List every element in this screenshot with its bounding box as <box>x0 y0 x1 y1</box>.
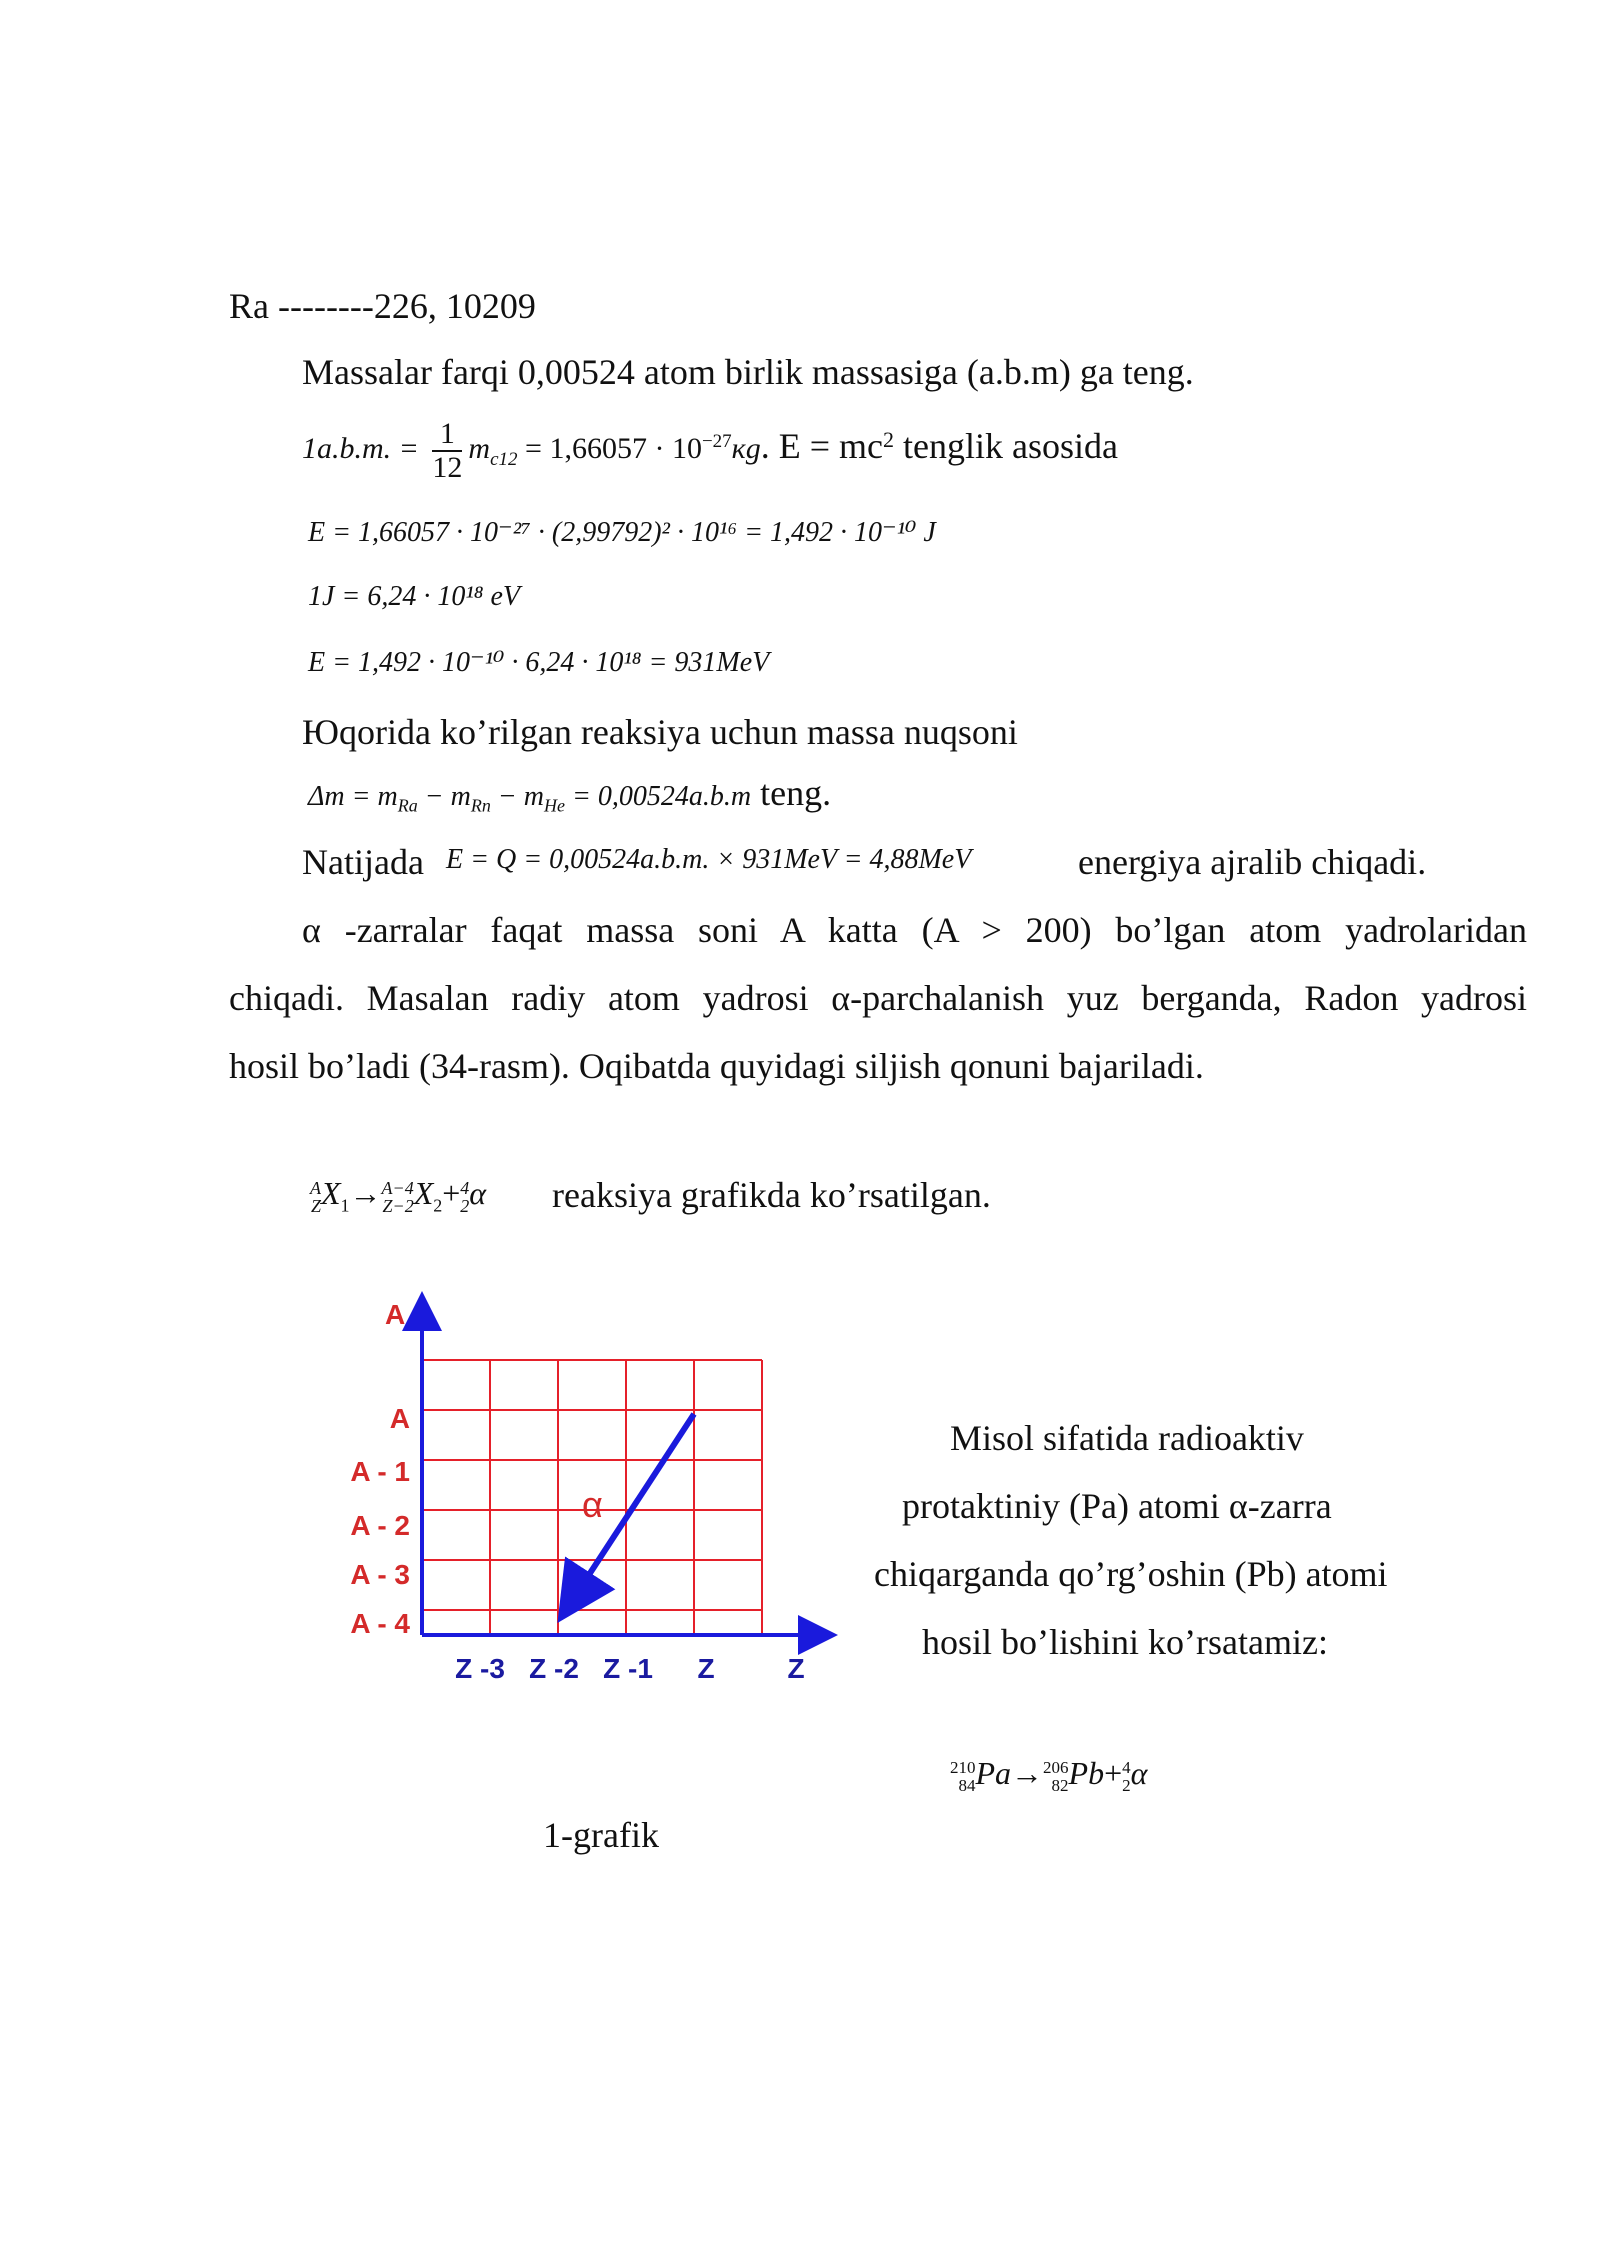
delta-minus-rn: − m <box>417 781 471 812</box>
general-reaction <box>306 1176 486 1222</box>
amu-fraction-numerator: 1 <box>432 418 462 452</box>
pa-scripts <box>950 1759 976 1795</box>
y-label: A - 1 <box>350 1456 410 1487</box>
pa-atomic-number: 84 <box>958 1775 976 1795</box>
reaction-plus: + <box>442 1175 461 1211</box>
x1-scripts <box>310 1179 321 1215</box>
example-reaction <box>950 1756 1147 1795</box>
y-label: A - 4 <box>350 1608 410 1639</box>
mass-defect-intro: Юqorida ko’rilgan reaksiya uchun massa nuqsoni <box>302 712 1018 752</box>
amu-mass-symbol: m <box>468 431 491 465</box>
side-text-line-1: Misol sifatida radioaktiv <box>950 1418 1304 1458</box>
alpha-mass-number: 4 <box>460 1177 470 1198</box>
pb-scripts <box>1043 1759 1069 1795</box>
paragraph-line-3: hosil bo’ladi (34-rasm). Oqibatda quyidagi siljish qonuni bajariladi. <box>229 1046 1204 1086</box>
shift-graph <box>330 1283 850 1703</box>
emc-tail: tenglik asosida <box>894 425 1118 466</box>
natijada-tail: energiya ajralib chiqadi. <box>1078 842 1427 882</box>
y-axis-title: A <box>385 1299 406 1330</box>
x2-atomic-number: Z−2 <box>382 1195 414 1216</box>
pb-mass-number: 206 <box>1043 1757 1069 1777</box>
paragraph-line-1: α -zarralar faqat massa soni A katta (A > 200) bo’lgan atom yadrolaridan <box>302 910 1527 950</box>
alpha-symbol: α <box>469 1175 487 1211</box>
pb-atomic-number: 82 <box>1051 1775 1069 1795</box>
x2-subscript: 2 <box>433 1195 443 1216</box>
amu-exponent: −27 <box>701 430 732 452</box>
graph-caption: 1-grafik <box>543 1815 659 1855</box>
delta-sub-he: He <box>544 795 566 816</box>
alpha-atomic-number: 2 <box>460 1195 470 1216</box>
energy-equation-2: E = 1,492 · 10⁻¹⁰ · 6,24 · 10¹⁸ = 931MeV <box>308 647 770 678</box>
paragraph-line-2: chiqadi. Masalan radiy atom yadrosi α-parchalanish yuz berganda, Radon yadrosi <box>229 978 1527 1018</box>
general-reaction-formula <box>310 1176 486 1222</box>
amu-equation <box>302 418 1118 484</box>
reaction-arrow: → <box>349 1175 382 1211</box>
alpha-example-mass-number: 4 <box>1122 1757 1131 1777</box>
x-labels <box>455 1653 804 1684</box>
natijada-equation: E = Q = 0,00524a.b.m. × 931MeV = 4,88MeV <box>446 844 972 875</box>
delta-m-start: Δm = m <box>308 781 398 812</box>
delta-sub-rn: Rn <box>470 795 491 816</box>
energy-equation-1: E = 1,66057 · 10⁻²⁷ · (2,99792)² · 10¹⁶ = 1,492 · 10⁻¹⁰ J <box>308 517 936 548</box>
y-label: A <box>389 1403 410 1434</box>
y-label: A - 3 <box>350 1559 410 1590</box>
amu-left: 1a.b.m. = <box>302 431 419 465</box>
pa-symbol: Pa <box>975 1755 1012 1791</box>
amu-mass-subscript: c12 <box>490 448 518 470</box>
emc-text: . E = mc <box>760 425 883 466</box>
x2-mass-number: A−4 <box>381 1177 414 1198</box>
x1-mass-number: A <box>310 1177 321 1198</box>
x-label: Z -3 <box>455 1653 505 1684</box>
y-label: A - 2 <box>350 1510 410 1541</box>
ra-line: Ra --------226, 10209 <box>229 286 536 326</box>
side-text-line-4: hosil bo’lishini ko’rsatamiz: <box>922 1622 1328 1662</box>
pa-mass-number: 210 <box>950 1757 976 1777</box>
x-label: Z <box>697 1653 715 1684</box>
delta-minus-he: − m <box>490 781 545 812</box>
amu-fraction <box>432 418 462 484</box>
emc-superscript: 2 <box>883 426 894 452</box>
y-labels <box>350 1403 410 1639</box>
general-reaction-tail: reaksiya grafikda ko’rsatilgan. <box>552 1175 991 1215</box>
x1-symbol: X <box>321 1175 341 1211</box>
x-label: Z -2 <box>529 1653 579 1684</box>
pb-symbol: Pb <box>1068 1755 1105 1791</box>
alpha-example-symbol: α <box>1130 1755 1148 1791</box>
x2-scripts <box>382 1179 414 1215</box>
x2-symbol: X <box>413 1175 434 1211</box>
amu-fraction-denominator: 12 <box>432 451 463 484</box>
mass-defect-equation <box>308 773 832 823</box>
x1-subscript: 1 <box>340 1195 350 1216</box>
x1-atomic-number: Z <box>310 1195 321 1216</box>
example-plus: + <box>1104 1755 1123 1791</box>
x-axis-title: Z <box>787 1653 805 1684</box>
amu-unit: кg <box>731 431 761 465</box>
natijada-label: Natijada <box>302 842 424 882</box>
joule-conversion-equation: 1J = 6,24 · 10¹⁸ eV <box>308 581 520 612</box>
alpha-arrow-label: α <box>582 1484 603 1525</box>
delta-sub-ra: Ra <box>397 795 418 816</box>
side-text-line-2: protaktiniy (Pa) atomi α-zarra <box>902 1486 1332 1526</box>
delta-teng: teng. <box>751 773 832 813</box>
amu-value: = 1,66057 · 10 <box>517 431 702 465</box>
alpha-example-scripts <box>1122 1759 1131 1795</box>
alpha-scripts <box>460 1179 469 1215</box>
side-text-line-3: chiqarganda qo’rg’oshin (Pb) atomi <box>874 1554 1388 1594</box>
alpha-example-atomic-number: 2 <box>1122 1775 1131 1795</box>
example-arrow: → <box>1011 1755 1044 1791</box>
mass-difference-text: Massalar farqi 0,00524 atom birlik massasiga (a.b.m) ga teng. <box>302 352 1194 392</box>
x-label: Z -1 <box>603 1653 653 1684</box>
delta-value: = 0,00524a.b.m <box>565 781 752 812</box>
